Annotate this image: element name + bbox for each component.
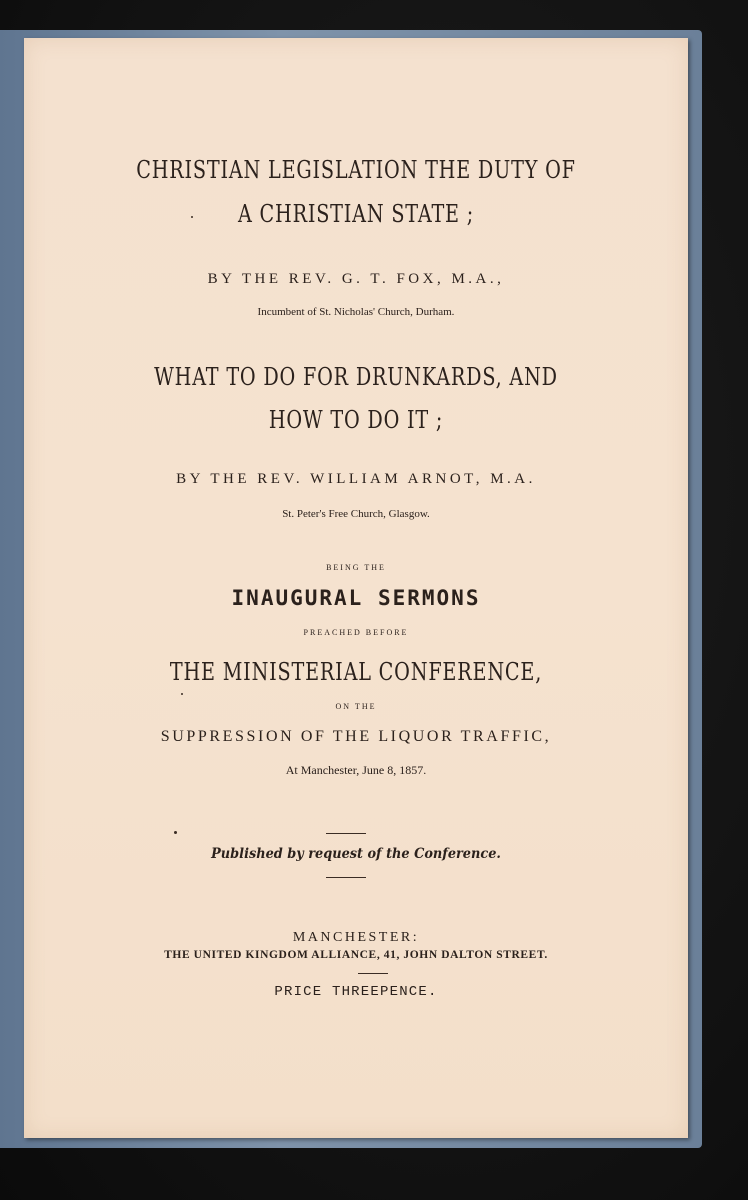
inaugural-sermons-heading: INAUGURAL SERMONS (231, 586, 481, 610)
paper-speck (174, 831, 177, 834)
on-the-label: ON THE (335, 702, 377, 711)
paper-speck (181, 693, 183, 695)
sermon2-title-line1: WHAT TO DO FOR DRUNKARDS, AND (154, 363, 558, 391)
rule-bottom (326, 877, 366, 878)
sermon2-title-line2: HOW TO DO IT ; (268, 406, 444, 434)
suppression-heading: SUPPRESSION OF THE LIQUOR TRAFFIC, (160, 728, 552, 745)
sermon2-author: BY THE REV. WILLIAM ARNOT, M.A. (176, 471, 536, 487)
rule-top (326, 833, 366, 834)
rule-imprint (358, 973, 388, 974)
sermon1-author: BY THE REV. G. T. FOX, M.A., (207, 271, 505, 287)
paper-speck (191, 216, 193, 218)
imprint-publisher: THE UNITED KINGDOM ALLIANCE, 41, JOHN DALTON STREET. (164, 949, 548, 961)
sermon1-title-line2: A CHRISTIAN STATE ; (237, 200, 475, 228)
imprint-city: MANCHESTER: (292, 930, 420, 945)
title-page (24, 38, 688, 1138)
price-line: PRICE THREEPENCE. (274, 984, 438, 1000)
conference-date: At Manchester, June 8, 1857. (285, 763, 427, 777)
preached-before-label: PREACHED BEFORE (303, 628, 409, 637)
published-note: Published by request of the Conference. (211, 846, 501, 862)
sermon2-affiliation: St. Peter's Free Church, Glasgow. (282, 508, 430, 520)
conference-heading: THE MINISTERIAL CONFERENCE, (169, 658, 543, 686)
sermon1-title-line1: CHRISTIAN LEGISLATION THE DUTY OF (136, 156, 576, 184)
being-the-label: BEING THE (326, 563, 386, 572)
sermon1-affiliation: Incumbent of St. Nicholas' Church, Durham. (257, 306, 455, 318)
